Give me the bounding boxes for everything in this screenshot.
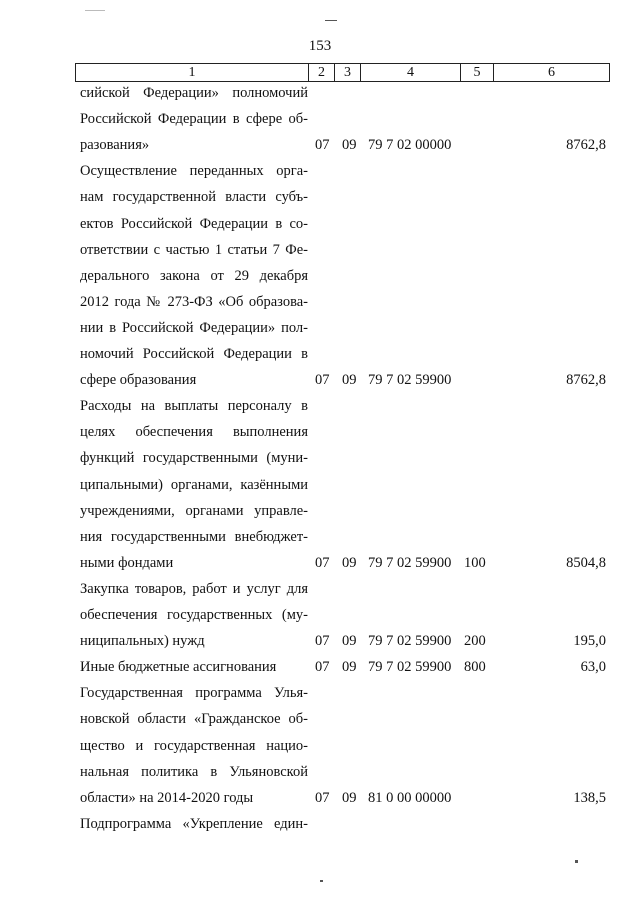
table-row [0,419,640,445]
row-description: сфере образования [80,372,197,389]
scan-speck [575,860,578,863]
header-col-6: 6 [548,65,555,80]
row-description: разования» [80,137,150,154]
row-description: дерального закона от 29 декабря [80,267,308,284]
row-amount: 8762,8 [566,372,606,389]
row-description: ципальными) органами, казёнными [80,476,308,493]
table-row [0,785,640,811]
table-row [0,602,640,628]
row-amount: 8504,8 [566,554,606,571]
row-section: 07 [315,659,330,676]
table-row [0,393,640,419]
table-row [0,445,640,471]
row-description: Расходы на выплаты персоналу в [80,398,308,415]
row-target-code: 81 0 00 00000 [368,789,452,806]
row-description: Иные бюджетные ассигнования [80,659,277,676]
table-row [0,289,640,315]
row-description: Подпрограмма «Укрепление един- [80,815,308,832]
row-target-code: 79 7 02 59900 [368,554,452,571]
table-row [0,628,640,654]
row-amount: 63,0 [580,659,606,676]
row-amount: 195,0 [573,633,606,650]
row-description: учреждениями, органами управле- [80,502,308,519]
row-description: ответствии с частью 1 статьи 7 Фе- [80,241,308,258]
table-row [0,158,640,184]
row-target-code: 79 7 02 59900 [368,633,452,650]
table-row [0,680,640,706]
table-row [0,550,640,576]
row-section: 07 [315,554,330,571]
row-section: 07 [315,372,330,389]
row-description: обеспечения государственных (му- [80,607,308,623]
table-row [0,524,640,550]
table-row [0,341,640,367]
row-description: Государственная программа Улья- [80,685,308,702]
table-row [0,472,640,498]
row-description: ния государственными внебюджет- [80,528,308,545]
row-amount: 8762,8 [566,137,606,154]
row-description: Закупка товаров, работ и услуг для [80,580,308,597]
row-description: ниципальных) нужд [80,633,205,650]
row-section: 07 [315,137,330,154]
table-row [0,706,640,732]
table-row [0,811,640,837]
row-description: нии в Российской Федерации» пол- [80,319,308,336]
row-target-code: 79 7 02 59900 [368,659,452,676]
row-target-code: 79 7 02 00000 [368,137,452,154]
row-subsection: 09 [342,554,357,571]
row-description: целях обеспечения выполнения [80,424,308,441]
table-row [0,654,640,680]
table-row [0,498,640,524]
scan-speck [320,880,323,882]
table-row [0,733,640,759]
row-description: 2012 года № 273-ФЗ «Об образова- [80,293,308,310]
table-row [0,576,640,602]
header-col-1: 1 [76,64,309,81]
row-description: ными фондами [80,554,174,571]
row-expense-type: 200 [464,633,486,650]
header-col-3: 3 [335,64,361,81]
table-row [0,759,640,785]
row-subsection: 09 [342,659,357,676]
scan-speck [325,20,337,21]
table-row [0,315,640,341]
table-row [0,367,640,393]
row-section: 07 [315,633,330,650]
row-expense-type: 800 [464,659,486,676]
row-description: Российской Федерации в сфере об- [80,111,308,128]
row-subsection: 09 [342,372,357,389]
header-col-5: 5 [461,64,494,81]
table-row [0,263,640,289]
page-number: 153 [308,38,332,54]
row-description: ектов Российской Федерации в со- [80,215,308,232]
row-description: области» на 2014-2020 годы [80,789,254,806]
table-row [0,132,640,158]
row-description: функций государственными (муни- [80,450,308,467]
row-description: нам государственной власти субъ- [80,189,308,206]
header-col-4: 4 [361,64,461,81]
row-description: нальная политика в Ульяновской [80,763,308,780]
header-col-2: 2 [309,64,335,81]
table-row [0,237,640,263]
row-description: Осуществление переданных орга- [80,163,308,180]
row-amount: 138,5 [573,789,606,806]
table-row [0,80,640,106]
table-row [0,106,640,132]
row-subsection: 09 [342,137,357,154]
table-row [0,211,640,237]
row-target-code: 79 7 02 59900 [368,372,452,389]
row-section: 07 [315,789,330,806]
row-subsection: 09 [342,633,357,650]
row-description: номочий Российской Федерации в [80,346,308,362]
table-row [0,184,640,210]
row-description: новской области «Гражданское об- [80,711,308,728]
row-description: щество и государственная нацио- [80,737,308,754]
scan-speck [85,10,105,11]
row-description: сийской Федерации» полномочий [80,85,308,101]
row-expense-type: 100 [464,554,486,571]
row-subsection: 09 [342,789,357,806]
